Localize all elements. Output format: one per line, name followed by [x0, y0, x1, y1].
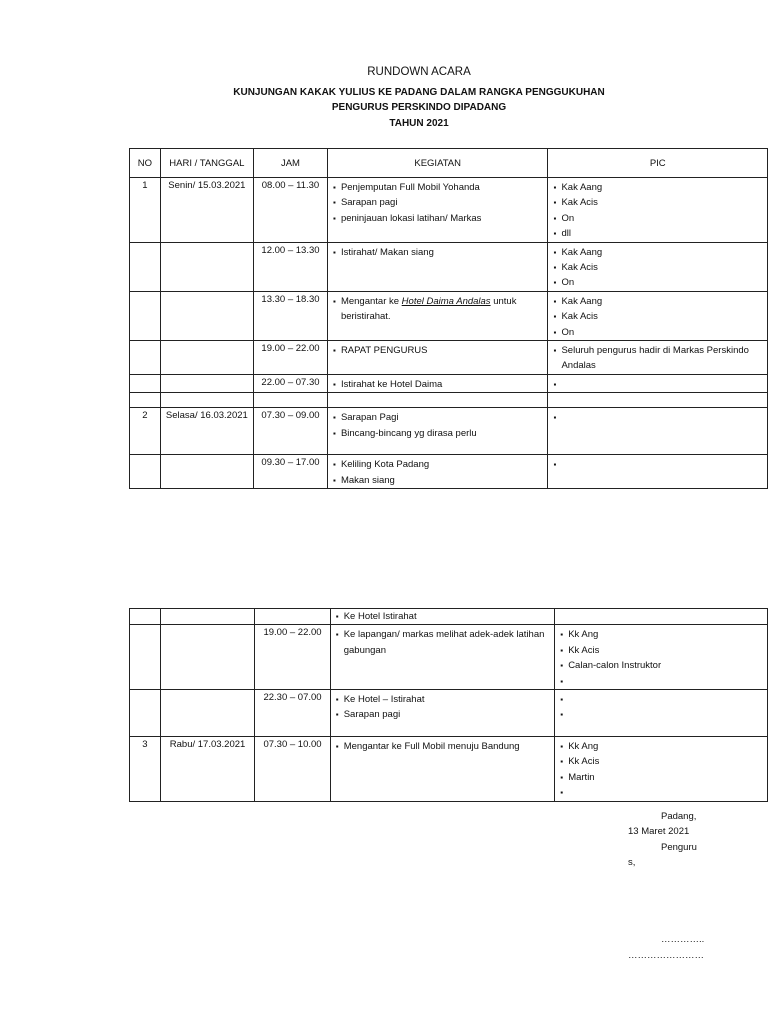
rundown-table-page-2 [129, 608, 768, 802]
row-pic [548, 408, 768, 455]
row-pic [548, 291, 768, 340]
table-row [130, 374, 768, 392]
sign-dots-line-1: ………….. [661, 934, 705, 945]
row-day [160, 455, 253, 489]
list-item: ▪ peninjauan lokasi latihan/ Markas [333, 211, 548, 226]
row-day: Rabu/ 17.03.2021 [160, 737, 255, 802]
activity-text: Ke lapangan/ markas melihat adek-adek latihan [343, 629, 545, 641]
list-item [553, 410, 767, 425]
document-title: RUNDOWN ACARA [367, 66, 471, 78]
row-no [130, 609, 161, 625]
row-activity [327, 374, 548, 392]
row-day: Selasa/ 16.03.2021 [160, 408, 253, 455]
row-no [130, 242, 161, 291]
row-day [160, 374, 253, 392]
list-item: ▪ Martin [560, 770, 767, 785]
row-activity [327, 408, 548, 455]
row-pic [548, 178, 768, 243]
list-item: ▪ Kak Acis [553, 260, 767, 275]
list-item [560, 785, 767, 800]
row-pic [555, 737, 768, 802]
list-item: ▪ Penjemputan Full Mobil Yohanda [333, 180, 548, 195]
sign-place: Padang, [661, 811, 697, 822]
activity-text-continued: beristirahat. [340, 311, 391, 323]
list-item: ▪ Kk Ang [560, 739, 767, 754]
subtitle-line-1: KUNJUNGAN KAKAK YULIUS KE PADANG DALAM RANGKA PENGGUKUHAN [233, 87, 605, 98]
list-item [560, 674, 767, 689]
row-pic [548, 393, 768, 408]
list-item: ▪ RAPAT PENGURUS [333, 343, 548, 358]
table-row [130, 625, 768, 690]
hotel-name: Hotel Daima Andalas [401, 295, 491, 307]
row-pic [555, 690, 768, 737]
col-header-activity: KEGIATAN [327, 149, 548, 178]
row-day [160, 291, 253, 340]
list-item: ▪ Mengantar ke Full Mobil menuju Bandung [336, 739, 554, 754]
sign-role: Penguru [661, 842, 697, 853]
row-pic [555, 625, 768, 690]
list-item: ▪ Kk Ang [560, 627, 767, 642]
row-time: 07.30 – 09.00 [254, 408, 328, 455]
row-pic [555, 609, 768, 625]
list-item: ▪ Kak Aang [553, 180, 767, 195]
rundown-table-page-1 [129, 148, 768, 489]
table-row [130, 690, 768, 737]
row-day: Senin/ 15.03.2021 [160, 178, 253, 243]
row-time: 08.00 – 11.30 [254, 178, 328, 243]
col-header-day: HARI / TANGGAL [160, 149, 253, 178]
table-row [130, 178, 768, 243]
table-row [130, 737, 768, 802]
list-item: ▪ Kk Acis [560, 754, 767, 769]
row-no [130, 291, 161, 340]
list-item: ▪ dll [553, 226, 767, 241]
row-time: 19.00 – 22.00 [254, 341, 328, 375]
row-no: 2 [130, 408, 161, 455]
list-item: ▪ Makan siang [333, 473, 548, 488]
row-no [130, 393, 161, 408]
row-activity [327, 178, 548, 243]
row-pic [548, 455, 768, 489]
list-item: ▪ Istirahat/ Makan siang [333, 245, 548, 260]
list-item: ▪ Istirahat ke Hotel Daima [333, 377, 548, 392]
row-pic [548, 374, 768, 392]
list-item [553, 343, 767, 374]
col-header-time: JAM [254, 149, 328, 178]
list-item: ▪ Sarapan pagi [333, 195, 548, 210]
row-time: 09.30 – 17.00 [254, 455, 328, 489]
sign-dots-line-2: …………………… [628, 950, 704, 961]
row-no [130, 374, 161, 392]
row-no [130, 341, 161, 375]
row-no: 1 [130, 178, 161, 243]
list-item: ▪ On [553, 325, 767, 340]
row-day [160, 625, 255, 690]
row-time: 12.00 – 13.30 [254, 242, 328, 291]
row-time: 13.30 – 18.30 [254, 291, 328, 340]
list-item: ▪ Kak Aang [553, 245, 767, 260]
row-time: 19.00 – 22.00 [255, 625, 330, 690]
list-item: ▪ Ke Hotel – Istirahat [336, 692, 554, 707]
activity-text-continued: gabungan [343, 644, 386, 656]
table-row [130, 408, 768, 455]
list-item [333, 294, 548, 325]
table-row [130, 609, 768, 625]
activity-text: Mengantar ke [340, 295, 402, 307]
row-time [254, 393, 328, 408]
subtitle-line-3: TAHUN 2021 [389, 118, 449, 129]
list-item: ▪ Sarapan Pagi [333, 410, 548, 425]
row-time: 07.30 – 10.00 [255, 737, 330, 802]
pic-text: Seluruh pengurus hadir di Markas Perskindo [561, 345, 749, 357]
row-activity [327, 341, 548, 375]
activity-text: untuk [490, 295, 517, 307]
list-item [553, 377, 767, 392]
list-item: ▪ Bincang-bincang yg dirasa perlu [333, 426, 548, 441]
list-item: ▪ Kak Aang [553, 294, 767, 309]
row-day [160, 609, 255, 625]
row-day [160, 242, 253, 291]
row-activity [327, 242, 548, 291]
col-header-no: NO [130, 149, 161, 178]
sign-date: 13 Maret 2021 [628, 826, 690, 837]
table-header-row [130, 149, 768, 178]
row-no: 3 [130, 737, 161, 802]
table-row [130, 341, 768, 375]
list-item [553, 457, 767, 472]
row-no [130, 625, 161, 690]
list-item: ▪ Calan-calon Instruktor [560, 658, 767, 673]
row-activity [327, 291, 548, 340]
list-item: ▪ Sarapan pagi [336, 707, 554, 722]
list-item: ▪ On [553, 211, 767, 226]
row-time [255, 609, 330, 625]
row-activity [327, 455, 548, 489]
row-activity [330, 737, 554, 802]
row-time: 22.30 – 07.00 [255, 690, 330, 737]
row-activity [327, 393, 548, 408]
row-pic [548, 242, 768, 291]
list-item [336, 627, 554, 658]
row-day [160, 393, 253, 408]
row-activity [330, 609, 554, 625]
list-item: ▪ Kk Acis [560, 643, 767, 658]
row-no [130, 690, 161, 737]
list-item: ▪ Keliling Kota Padang [333, 457, 548, 472]
list-item: ▪ Ke Hotel Istirahat [336, 609, 554, 624]
row-no [130, 455, 161, 489]
list-item [560, 707, 767, 722]
row-activity [330, 690, 554, 737]
table-row [130, 242, 768, 291]
subtitle-line-2: PENGURUS PERSKINDO DIPADANG [331, 102, 507, 113]
col-header-pic: PIC [548, 149, 768, 178]
list-item: ▪ Kak Acis [553, 309, 767, 324]
pic-text-continued: Andalas [561, 360, 596, 372]
table-row [130, 291, 768, 340]
table-row [130, 455, 768, 489]
row-pic [548, 341, 768, 375]
table-row [130, 393, 768, 408]
row-day [160, 690, 255, 737]
list-item: ▪ On [553, 275, 767, 290]
row-time: 22.00 – 07.30 [254, 374, 328, 392]
list-item [560, 692, 767, 707]
row-day [160, 341, 253, 375]
list-item: ▪ Kak Acis [553, 195, 767, 210]
sign-role-continued: s, [628, 857, 636, 868]
row-activity [330, 625, 554, 690]
